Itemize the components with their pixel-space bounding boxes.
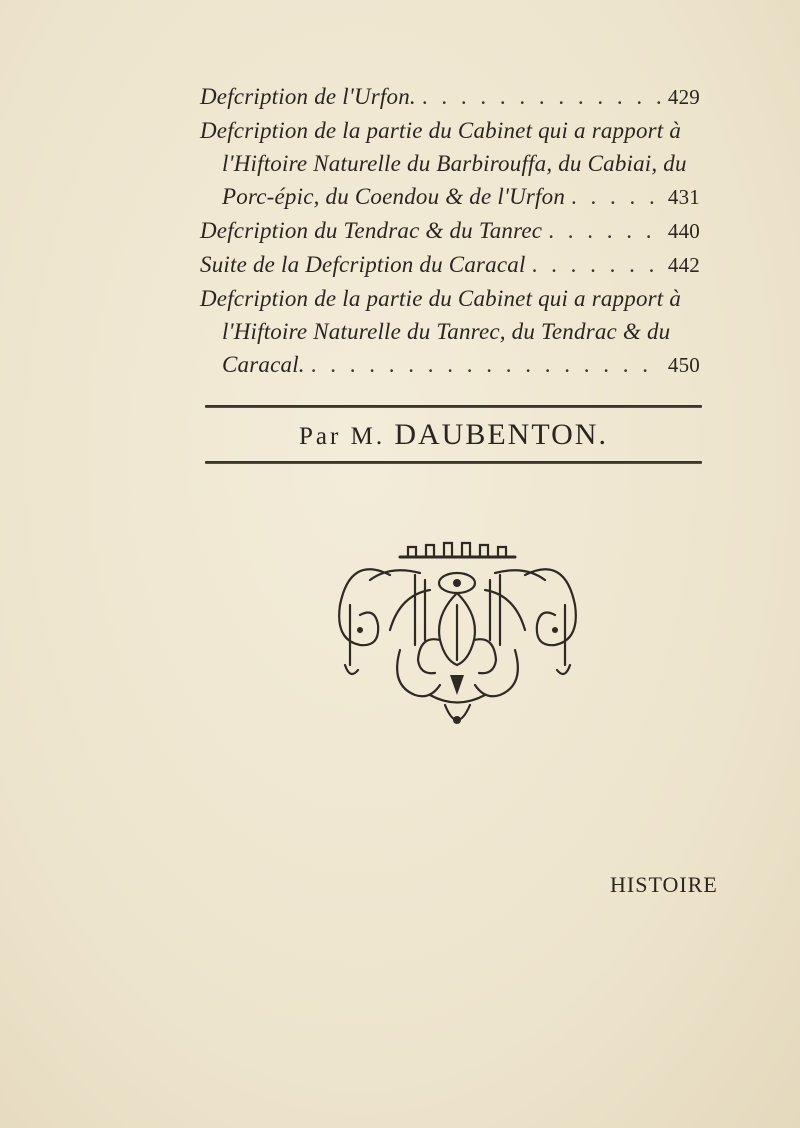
entry-text: Defcription de la partie du Cabinet qui a rapport à bbox=[200, 118, 682, 143]
page-number: 440 bbox=[667, 219, 700, 243]
author-name: DAUBENTON. bbox=[394, 418, 608, 451]
toc-entry bbox=[200, 248, 700, 282]
dot-leader bbox=[422, 80, 662, 113]
table-of-contents bbox=[200, 80, 700, 382]
toc-entry bbox=[200, 114, 700, 214]
page-number: 431 bbox=[667, 185, 700, 209]
toc-entry bbox=[200, 282, 700, 382]
author-line bbox=[205, 418, 702, 452]
page-number: 442 bbox=[667, 253, 700, 277]
catchword: HISTOIRE bbox=[610, 872, 718, 897]
toc-entry bbox=[200, 214, 700, 248]
top-rule bbox=[205, 405, 702, 408]
page-number: 450 bbox=[667, 353, 700, 377]
fleuron-ornament bbox=[330, 535, 585, 740]
entry-text: Defcription de la partie du Cabinet qui a rapport à bbox=[200, 286, 682, 311]
dot-leader bbox=[532, 248, 662, 281]
dot-leader bbox=[571, 180, 662, 213]
author-prefix: Par M. bbox=[299, 423, 386, 450]
dot-leader bbox=[548, 214, 662, 247]
entry-text: Defcription de l'Urfon. bbox=[200, 84, 416, 109]
dot-leader bbox=[311, 348, 662, 381]
page-number: 429 bbox=[667, 85, 700, 109]
toc-entry bbox=[200, 80, 700, 114]
entry-text: Defcription du Tendrac & du Tanrec bbox=[200, 218, 543, 243]
entry-text: l'Hiftoire Naturelle du Barbirouffa, du Cabiai, du bbox=[222, 151, 687, 176]
bottom-rule bbox=[205, 461, 702, 464]
entry-text: Suite de la Defcription du Caracal bbox=[200, 252, 526, 277]
entry-text: Porc-épic, du Coendou & de l'Urfon bbox=[222, 184, 566, 209]
entry-text: l'Hiftoire Naturelle du Tanrec, du Tendrac & du bbox=[222, 319, 671, 344]
entry-text: Caracal. bbox=[222, 352, 305, 377]
